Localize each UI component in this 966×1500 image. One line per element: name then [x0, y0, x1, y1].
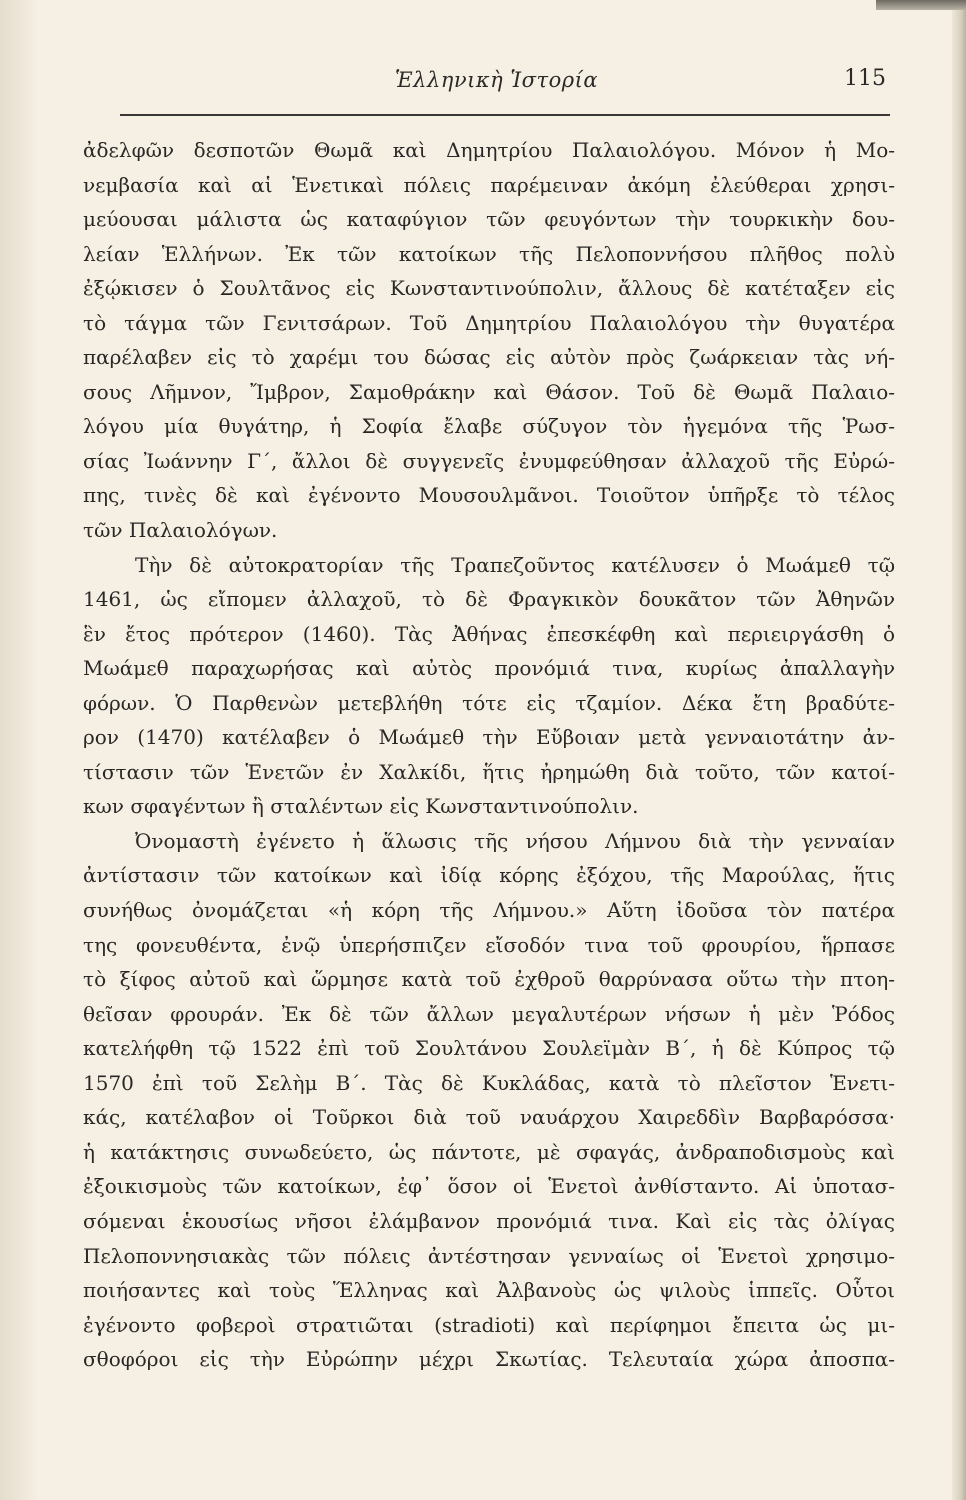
scan-top-edge — [876, 0, 966, 10]
text-line: κατελήφθη τῷ 1522 ἐπὶ τοῦ Σουλτάνου Σουλεϊμὰν Β΄, ἡ δὲ Κύπρος τῷ — [83, 1036, 895, 1061]
text-line: σόμεναι ἑκουσίως νῆσοι ἐλάμβανον προνόμιά τινα. Καὶ εἰς τὰς ὀλίγας — [83, 1208, 895, 1233]
text-line: Πελοποννησιακὰς τῶν πόλεις ἀντέστησαν γενναίως οἱ Ἑνετοὶ χρησιμο- — [83, 1243, 895, 1268]
text-line: ἀντίστασιν τῶν κατοίκων καὶ ἰδίᾳ κόρης ἐξόχου, τῆς Μαρούλας, ἥτις — [83, 863, 895, 888]
text-line: ἐξῴκισεν ὁ Σουλτᾶνος εἰς Κωνσταντινούπολιν, ἄλλους δὲ κατέταξεν εἰς — [83, 276, 895, 301]
text-line: 1570 ἐπὶ τοῦ Σελὴμ Β΄. Τὰς δὲ Κυκλάδας, κατὰ τὸ πλεῖστον Ἑνετι- — [83, 1070, 895, 1095]
text-line: νεμβασία καὶ αἱ Ἑνετικαὶ πόλεις παρέμειναν ἀκόμη ἐλεύθεραι χρησι- — [83, 172, 895, 197]
text-line: παρέλαβεν εἰς τὸ χαρέμι του δώσας εἰς αὐτὸν πρὸς ζωάρκειαν τὰς νή- — [83, 345, 895, 370]
text-line: τὸ τάγμα τῶν Γενιτσάρων. Τοῦ Δημητρίου Παλαιολόγου τὴν θυγατέρα — [83, 310, 895, 335]
text-line: ἐξοικισμοὺς τῶν κατοίκων, ἐφ᾽ ὅσον οἱ Ἑνετοὶ ἀνθίσταντο. Αἱ ὑποτασ- — [83, 1174, 895, 1199]
page-number: 115 — [844, 66, 886, 91]
page-right-edge — [952, 0, 966, 1500]
text-line: τὸ ξίφος αὐτοῦ καὶ ὥρμησε κατὰ τοῦ ἐχθροῦ θαρρύνασα οὕτω τὴν πτοη- — [83, 967, 895, 992]
running-title: Ἑλληνικὴ Ἱστορία — [395, 68, 599, 92]
page-gutter-shadow — [0, 0, 38, 1500]
text-line: σίας Ἰωάννην Γ΄, ἄλλοι δὲ συγγενεῖς ἐνυμφεύθησαν ἀλλαχοῦ τῆς Εὐρώ- — [83, 448, 895, 473]
text-line: ἐγένοντο φοβεροὶ στρατιῶται (stradioti) καὶ περίφημοι ἔπειτα ὡς μι- — [83, 1312, 895, 1337]
text-line: Μωάμεθ παραχωρήσας καὶ αὐτὸς προνόμιά τινα, κυρίως ἀπαλλαγὴν — [83, 656, 895, 681]
body-text — [83, 133, 895, 1377]
text-line: κάς, κατέλαβον οἱ Τοῦρκοι διὰ τοῦ ναυάρχου Χαιρεδδὶν Βαρβαρόσσα· — [83, 1105, 895, 1130]
text-line: πης, τινὲς δὲ καὶ ἐγένοντο Μουσουλμᾶνοι. Τοιοῦτον ὑπῆρξε τὸ τέλος — [83, 483, 895, 508]
page-header — [120, 68, 890, 108]
text-line: τῶν Παλαιολόγων. — [83, 518, 278, 543]
paragraph-first-line: Τὴν δὲ αὐτοκρατορίαν τῆς Τραπεζοῦντος κατέλυσεν ὁ Μωάμεθ τῷ — [135, 552, 895, 577]
text-line: ρον (1470) κατέλαβεν ὁ Μωάμεθ τὴν Εὔβοιαν μετὰ γενναιοτάτην ἀν- — [83, 725, 895, 750]
paragraph-first-line: Ὀνομαστὴ ἐγένετο ἡ ἅλωσις τῆς νήσου Λήμνου διὰ τὴν γενναίαν — [135, 828, 895, 853]
text-line: ἡ κατάκτησις συνωδεύετο, ὡς πάντοτε, μὲ σφαγάς, ἀνδραποδισμοὺς καὶ — [83, 1139, 895, 1164]
text-line: ἀδελφῶν δεσποτῶν Θωμᾶ καὶ Δημητρίου Παλαιολόγου. Μόνον ἡ Μο- — [83, 138, 895, 162]
text-line: λόγου μία θυγάτηρ, ἡ Σοφία ἔλαβε σύζυγον τὸν ἡγεμόνα τῆς Ῥωσ- — [83, 414, 895, 439]
text-line: 1461, ὡς εἴπομεν ἀλλαχοῦ, τὸ δὲ Φραγκικὸν δουκᾶτον τῶν Ἀθηνῶν — [83, 587, 895, 612]
text-line: τίστασιν τῶν Ἑνετῶν ἐν Χαλκίδι, ἥτις ἠρημώθη διὰ τοῦτο, τῶν κατοί- — [83, 759, 895, 784]
text-line: συνήθως ὀνομάζεται «ἡ κόρη τῆς Λήμνου.» Αὕτη ἰδοῦσα τὸν πατέρα — [83, 898, 895, 923]
text-line: κων σφαγέντων ἢ σταλέντων εἰς Κωνσταντινούπολιν. — [83, 794, 639, 819]
text-line: φόρων. Ὁ Παρθενὼν μετεβλήθη τότε εἰς τζαμίον. Δέκα ἔτη βραδύτε- — [83, 690, 895, 715]
text-line: θεῖσαν φρουράν. Ἐκ δὲ τῶν ἄλλων μεγαλυτέρων νήσων ἡ μὲν Ῥόδος — [83, 1001, 895, 1026]
text-line: σθοφόροι εἰς τὴν Εὐρώπην μέχρι Σκωτίας. Τελευταία χώρα ἀποσπα- — [83, 1347, 895, 1372]
text-line: ποιήσαντες καὶ τοὺς Ἕλληνας καὶ Ἀλβανοὺς ὡς ψιλοὺς ἱππεῖς. Οὗτοι — [83, 1278, 895, 1303]
text-line: μεύουσαι μάλιστα ὡς καταφύγιον τῶν φευγόντων τὴν τουρκικὴν δου- — [83, 207, 895, 232]
text-line: λείαν Ἑλλήνων. Ἐκ τῶν κατοίκων τῆς Πελοποννήσου πλῆθος πολὺ — [83, 241, 895, 266]
text-line: ἓν ἔτος πρότερον (1460). Τὰς Ἀθήνας ἐπεσκέφθη καὶ περιειργάσθη ὁ — [83, 621, 895, 646]
text-line: σους Λῆμνον, Ἴμβρον, Σαμοθράκην καὶ Θάσον. Τοῦ δὲ Θωμᾶ Παλαιο- — [83, 379, 895, 404]
header-rule — [120, 114, 890, 116]
text-line: της φονευθέντα, ἐνῷ ὑπερήσπιζεν εἴσοδόν τινα τοῦ φρουρίου, ἥρπασε — [83, 932, 895, 957]
